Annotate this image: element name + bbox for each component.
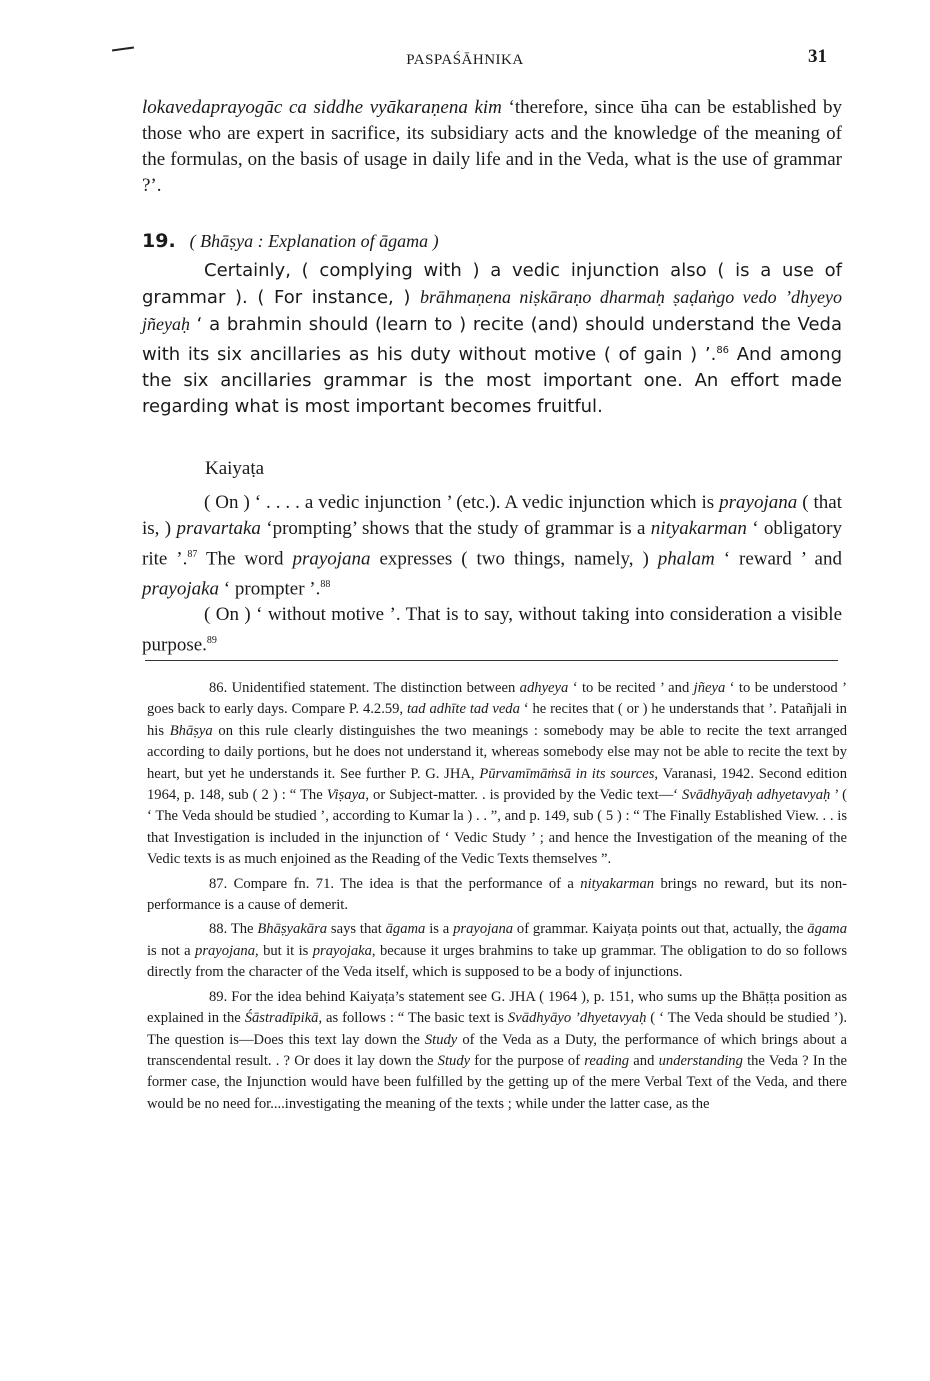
fn88-e: is not a [147,942,196,959]
running-head: PASPAŚĀHNIKA [406,52,524,68]
fn88-c: is a [425,921,454,938]
k-text-d: ‘ obligatory rite ’. [142,518,842,570]
fn87-i1: nityakarman [580,875,655,892]
fn86-i2: jñeya [693,680,726,696]
bhasya-text-a: Certainly, ( complying with ) a vedic injunction also ( is a use of grammar ). ( For instance, ) [142,260,842,308]
fn89-i2: Svādhyāyo ’dhyetavyaḥ [507,1010,647,1027]
k-text-g: ‘ reward ’ and [714,548,842,570]
intro-paragraph [142,95,842,199]
k-text-e: The word [197,548,293,570]
fn88-f: , but it is [255,942,313,959]
fn86-b: ‘ to be recited ’ and [568,680,694,696]
fn89-f: and [629,1052,659,1069]
footnote-rule [145,660,838,661]
fn87-a: 87. Compare fn. 71. The idea is that the performance of a [209,875,581,892]
fn86-a: 86. Unidentified statement. The distinction between [209,680,520,696]
fn88-i4: āgama [807,921,848,938]
bhasya-text-b: ‘ a brahmin should (learn to ) recite (and) should understand the Veda with its six ancillaries as his duty without motive ( of gain ) ’. [142,314,842,365]
fn86-i7: Svādhyāyaḥ adhyetavyaḥ [682,787,831,804]
sanskrit-quote: lokavedaprayogāc ca siddhe vyākaraṇena kim [142,97,502,118]
footnote-86 [147,678,847,871]
intro-text: ‘therefore, since ūha can be established by those who are expert in sacrifice, its subsidiary acts and the knowledge of the meaning of the formulas, on the basis of usage in daily life and in the Veda, what is the use of grammar ?’. [142,97,842,196]
section-title: ( Bhāṣya : Explanation of āgama ) [189,231,439,251]
fn86-i1: adhyeya [519,680,569,696]
fn89-e: for the purpose of [470,1052,585,1069]
fn89-g: the Veda ? In the former case, the Injunction would have been fulfilled by the getting up of the mere Verbal Text of the Veda, and there would be no need for....investigating the meaning of the texts ; while under the latter case, as the [147,1052,848,1112]
fn89-i4: Study [437,1052,471,1069]
k-term-prayojaka: prayojaka [142,578,220,600]
fn86-i3: tad adhīte tad veda [406,701,520,718]
k-term-prayojana-2: prayojana [292,548,371,570]
bhasya-text-c: And among the six ancillaries grammar is the most important one. An effort made regarding what is most important becomes fruitful. [142,344,842,417]
fn88-b: says that [327,921,386,938]
fn86-i4: Bhāṣya [169,722,213,739]
fn86-e: on this rule clearly distinguishes the two meanings : somebody may be able to recite the text arranged according to daily portions, but he does not understand it, whereas somebody else may not be able to recite the text by heart, but yet he understands it. See further P. G. JHA, [147,722,847,782]
fn89-b: , as follows : “ The basic text is [318,1010,508,1027]
page-number: 31 [808,46,827,67]
fn88-i6: prayojaka [312,942,372,959]
fn88-i2: āgama [385,921,426,938]
fn86-g: , or Subject-matter. . is provided by the Vedic text—‘ [365,787,683,804]
fn89-a: 89. For the idea behind Kaiyaṭa’s statement see G. JHA ( 1964 ), p. 151, who sums up the Bhāṭṭa position as explained in the [147,988,847,1027]
fn88-d: of grammar. Kaiyaṭa points out that, actually, the [513,921,808,938]
footnote-ref-87: 87 [187,549,198,560]
fn88-i5: prayojana [195,942,256,959]
bhasya-sanskrit: brāhmaṇena niṣkāraṇo dharmaḥ ṣaḍaṅgo vedo ’dhyeyo jñeyaḥ [142,287,842,334]
fn89-d: of the Veda as a Duty, the performance of which brings about a transcendental result. . ? Or does it lay down the [147,1031,847,1069]
kaiyata-heading: Kaiyaṭa [205,458,265,479]
footnote-ref-89: 89 [206,635,217,646]
k-term-prayojana: prayojana [719,492,798,513]
bhasya-paragraph [142,258,842,420]
footnote-ref-86: 86 [716,345,730,356]
fn86-h: ’ ( ‘ The Veda should be studied ’, according to Kumar la ) . . ”, and p. 149, sub ( 5 ) : “ The Finally Established View. . . is that Investigation is included in the injunction of ‘ Vedic Study ’ ; and hence the Investigation of the meaning of the Vedic texts is as much enjoined as the Reading of the Vedic Texts themselves ”. [147,787,847,868]
fn86-d: ‘ he recites that ( or ) he understands that ’. Patañjali in his [147,701,847,739]
footnote-ref-88: 88 [320,579,331,591]
k-term-phalam: phalam [657,548,715,570]
fn86-i5: Pūrvamīmāṁsā in its sources [479,765,655,782]
kaiyata-paragraph-2 [142,602,842,658]
k-text-f: expresses ( two things, namely, ) [370,548,658,570]
k2-text: ( On ) ‘ without motive ’. That is to say, without taking into consideration a visible purpose. [142,604,842,656]
footnote-87 [147,874,847,917]
fn86-i6: Viṣaya [326,787,366,804]
fn88-i3: prayojana [453,921,514,938]
fn89-i1: Śāstradīpikā [244,1010,319,1027]
fn89-i6: understanding [658,1052,743,1069]
k-term-nityakarman: nityakarman [650,518,747,539]
fn88-a: 88. The [209,921,258,938]
fn89-i5: reading [584,1052,630,1069]
fn88-g: , because it urges brahmins to take up grammar. The obligation to do so follows directly from the character of the Veda itself, which is supposed to be a body of injunctions. [147,942,847,981]
section-number: 19. [142,230,176,252]
footnotes [147,678,847,1118]
footnote-88 [147,919,847,983]
fn89-i3: Study [424,1031,458,1048]
k-text-a: ( On ) ‘ . . . . a vedic injunction ’ (etc.). A vedic injunction which is [204,492,720,513]
fn88-i1: Bhāṣyakāra [257,921,328,938]
fn86-f: , Varanasi, 1942. Second edition 1964, p. 148, sub ( 2 ) : “ The [147,765,848,804]
section-heading [142,230,439,252]
kaiyata-paragraph-1 [142,490,842,603]
fn87-b: brings no reward, but its non-performance is a cause of demerit. [147,875,847,914]
margin-mark [112,46,134,51]
fn86-c: ‘ to be understood ’ goes back to early days. Compare P. 4.2.59, [147,680,847,718]
k-text-b: ( that is, ) [142,492,842,539]
footnote-89 [147,987,847,1115]
k-term-pravartaka: pravartaka [176,518,261,539]
fn89-c: ( ‘ The Veda should be studied ’). The question is—Does this text lay down the [147,1010,848,1048]
k-text-h: ‘ prompter ’. [219,578,321,600]
k-text-c: ‘prompting’ shows that the study of grammar is a [260,518,651,539]
